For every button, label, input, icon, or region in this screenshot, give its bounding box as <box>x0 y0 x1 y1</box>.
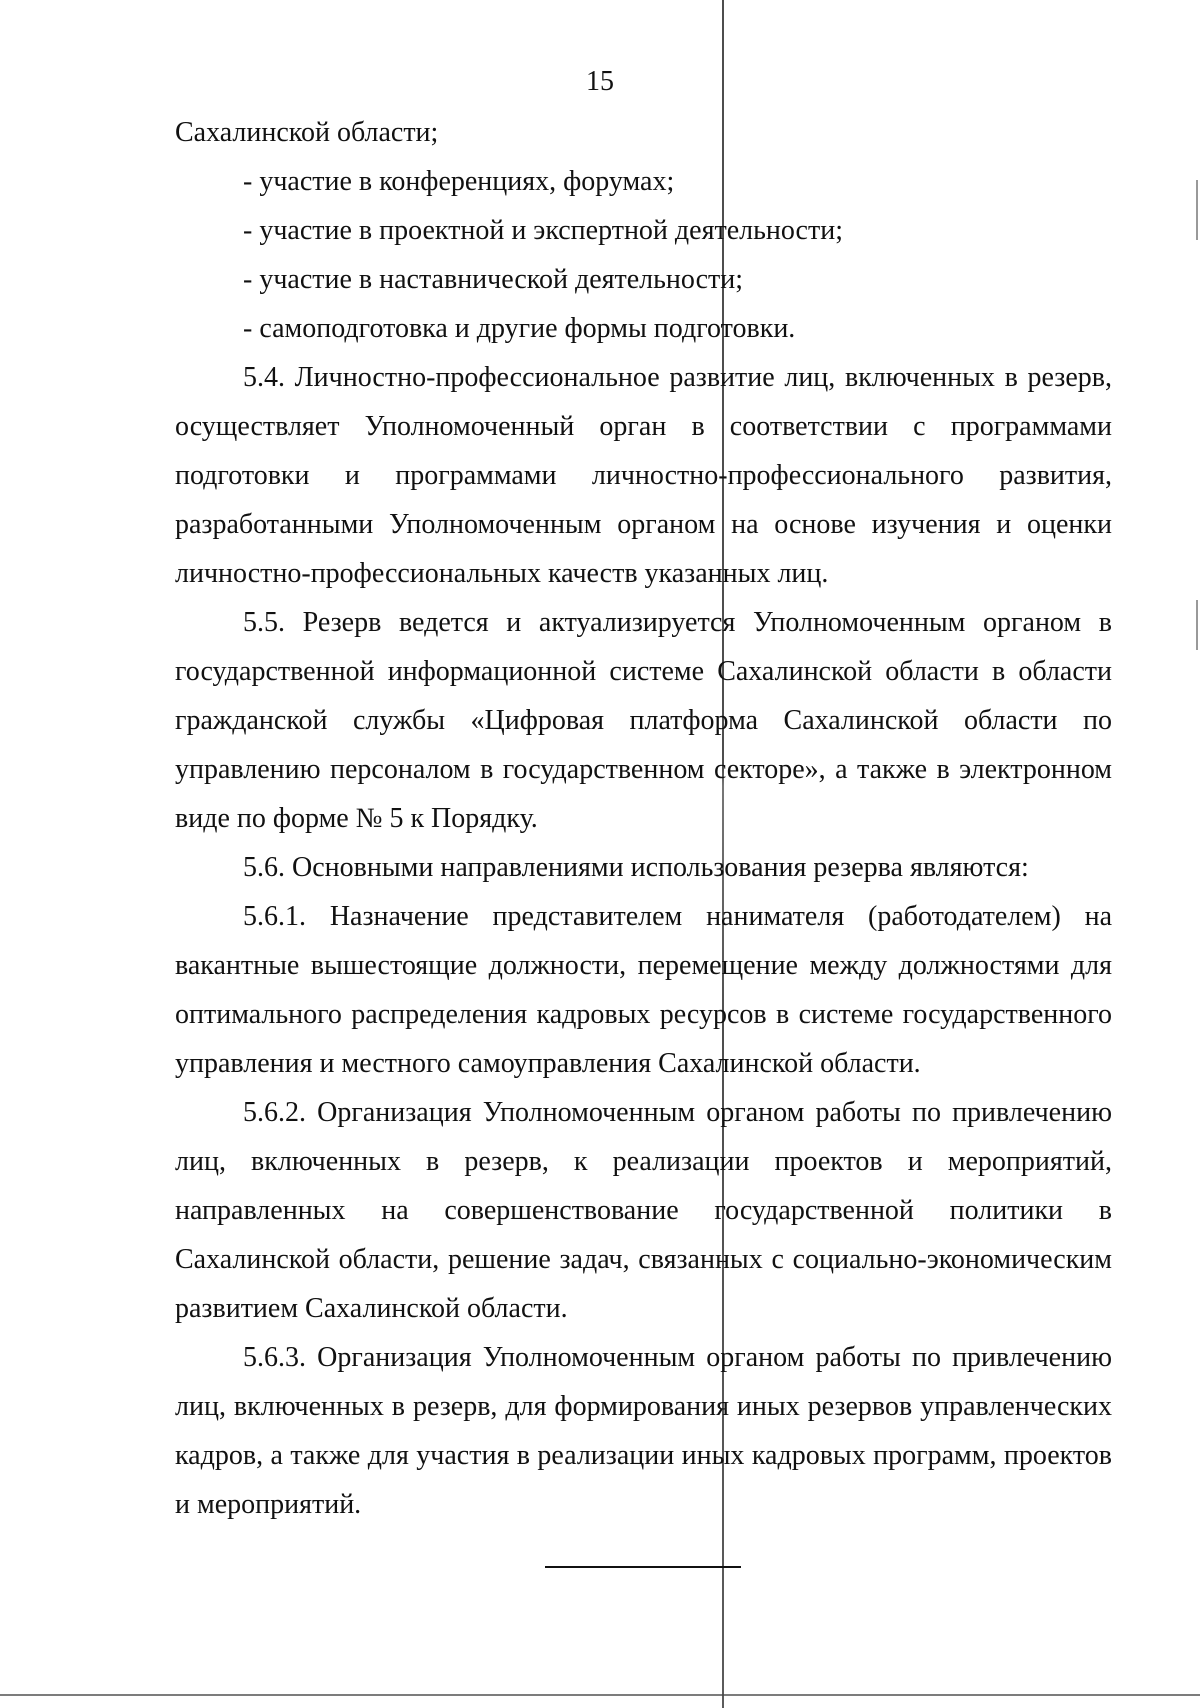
paragraph-5-6-3: 5.6.3. Организация Уполномоченным органом работы по привлечению лиц, включенных в резерв, для формирования иных резервов управленческих кадров, а также для участия в реализации иных кадровых программ, проектов и мероприятий. <box>175 1342 1112 1520</box>
list-item: - участие в наставнической деятельности; <box>243 264 744 295</box>
paragraph-5-5: 5.5. Резерв ведется и актуализируется Уполномоченным органом в государственной информационной системе Сахалинской области в области гражданской службы «Цифровая платформа Сахалинской области по управлению персоналом в государственном секторе», а также в электронном виде по форме № 5 к Порядку. <box>175 607 1112 834</box>
list-item: - самоподготовка и другие формы подготовки. <box>243 313 796 344</box>
paragraph-5-6-2: 5.6.2. Организация Уполномоченным органом работы по привлечению лиц, включенных в резерв, к реализации проектов и мероприятий, направленных на совершенствование государственной политики в Сахалинской области, решение задач, связанных с социально-экономическим развитием Сахалинской области. <box>175 1097 1112 1324</box>
end-rule <box>545 1566 741 1568</box>
list-item: - участие в конференциях, форумах; <box>243 166 675 197</box>
page-number: 15 <box>586 66 614 97</box>
paragraph-5-6-1: 5.6.1. Назначение представителем нанимателя (работодателем) на вакантные вышестоящие должности, перемещение между должностями для оптимального распределения кадровых ресурсов в системе государственного управления и местного самоуправления Сахалинской области. <box>175 901 1112 1079</box>
paragraph-5-4: 5.4. Личностно-профессиональное развитие лиц, включенных в резерв, осуществляет Уполномоченный орган в соответствии с программами подготовки и программами личностно-профессионального развития, разработанными Уполномоченным органом на основе изучения и оценки личностно-профессиональных качеств указанных лиц. <box>175 362 1112 589</box>
text-line: Сахалинской области; <box>175 117 439 148</box>
document-body <box>175 108 1112 1529</box>
paragraph-5-6: 5.6. Основными направлениями использования резерва являются: <box>243 852 1029 883</box>
scan-edge-mark <box>1196 600 1198 650</box>
scan-bottom-line <box>0 1694 1200 1696</box>
scan-edge-mark <box>1196 180 1198 240</box>
list-item: - участие в проектной и экспертной деятельности; <box>243 215 843 246</box>
